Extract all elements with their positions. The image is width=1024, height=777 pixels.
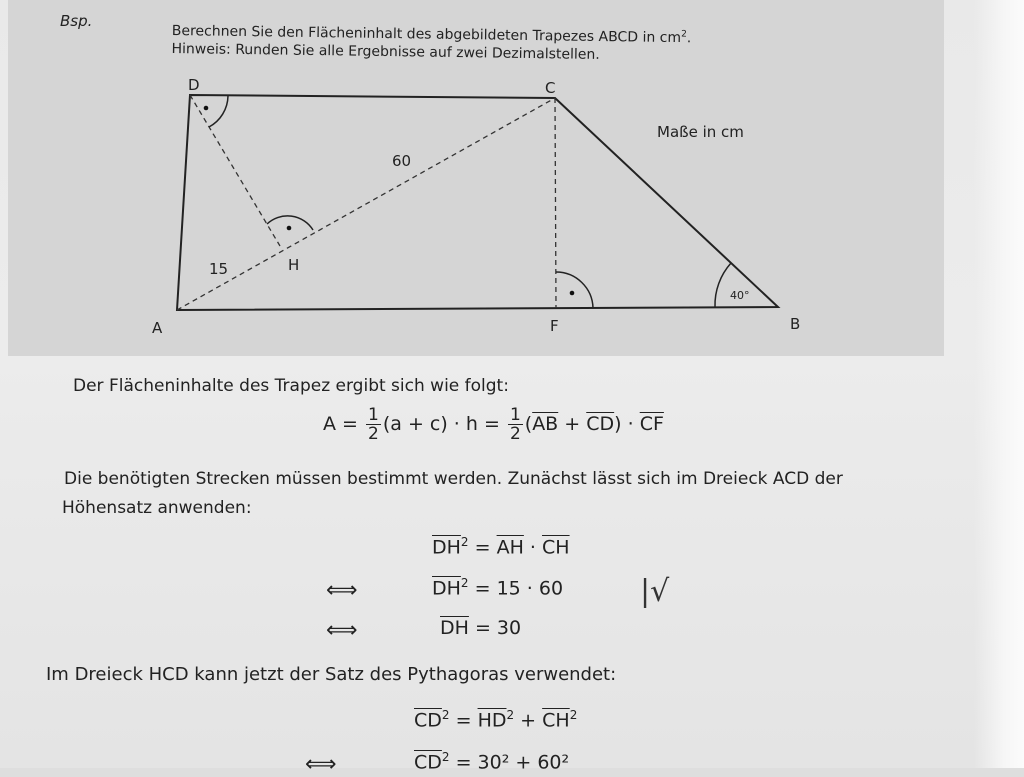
hoehensatz-eq-3: $\overline{DH} = 30$ bbox=[440, 617, 522, 639]
angle-b-arc bbox=[715, 263, 731, 307]
area-formula: A = $\frac{1}{2}$ (a + c) · h = $\frac{1}{2}$ $(\overline{AB} + \overline{CD}) \cdot \overline{CF}$ bbox=[323, 405, 664, 444]
hoehensatz-eq-1: $\overline{DH}^2 = \overline{AH} \cdot \overline{CH}$ bbox=[432, 535, 570, 559]
right-angle-h-dot bbox=[287, 226, 292, 231]
measure-60: 60 bbox=[392, 152, 412, 170]
task-line-2: Hinweis: Runden Sie alle Ergebnisse auf zwei Dezimalstellen. bbox=[171, 40, 600, 63]
right-angle-f-dot bbox=[570, 291, 575, 296]
equivalence-arrow-3: ⟺ bbox=[305, 752, 337, 777]
paragraph-2: Im Dreieck HCD kann jetzt der Satz des Pythagoras verwendet: bbox=[46, 664, 617, 685]
paragraph-1-line-1: Die benötigten Strecken müssen bestimmt werden. Zunächst lässt sich im Dreieck ACD der bbox=[64, 469, 843, 489]
right-angle-f bbox=[556, 272, 593, 308]
hoehensatz-eq-2: $\overline{DH}^2 = 15 \cdot 60$ bbox=[432, 576, 564, 600]
diagonal-ac bbox=[177, 98, 555, 310]
point-label-b: B bbox=[790, 315, 801, 333]
equivalence-arrow-1: ⟺ bbox=[326, 578, 358, 603]
example-label: Bsp. bbox=[60, 12, 93, 30]
point-label-h: H bbox=[288, 256, 300, 274]
measure-15: 15 bbox=[209, 260, 229, 278]
point-label-f: F bbox=[550, 317, 559, 335]
right-angle-d-dot bbox=[204, 106, 209, 111]
angle-b-label: 40° bbox=[730, 289, 750, 302]
equivalence-arrow-2: ⟺ bbox=[326, 618, 358, 643]
segment-dh bbox=[190, 95, 280, 246]
fraction-half: $\frac{1}{2}$ bbox=[368, 405, 379, 444]
fraction-half-2: $\frac{1}{2}$ bbox=[509, 405, 521, 444]
pythagoras-eq-1: $\overline{CD}^2 = \overline{HD}^2 + \overline{CH}^2$ bbox=[414, 708, 578, 732]
point-label-a: A bbox=[152, 319, 163, 337]
handwritten-root-mark: |√ bbox=[640, 574, 670, 609]
right-angle-d bbox=[209, 96, 228, 127]
units-note: Maße in cm bbox=[657, 123, 744, 141]
pythagoras-eq-2-cut: $\overline{CD}^2 = 30^2 + 60^2$ bbox=[414, 750, 570, 774]
segment-cf bbox=[555, 98, 556, 308]
point-label-c: C bbox=[545, 79, 556, 97]
point-label-d: D bbox=[188, 76, 200, 94]
task-line-1: Berechnen Sie den Flächeninhalt des abgebildeten Trapezes ABCD in $cm^2$. bbox=[171, 22, 692, 46]
paragraph-1-line-2: Höhensatz anwenden: bbox=[62, 498, 252, 518]
intro-text: Der Flächeninhalte des Trapez ergibt sich wie folgt: bbox=[73, 376, 509, 396]
